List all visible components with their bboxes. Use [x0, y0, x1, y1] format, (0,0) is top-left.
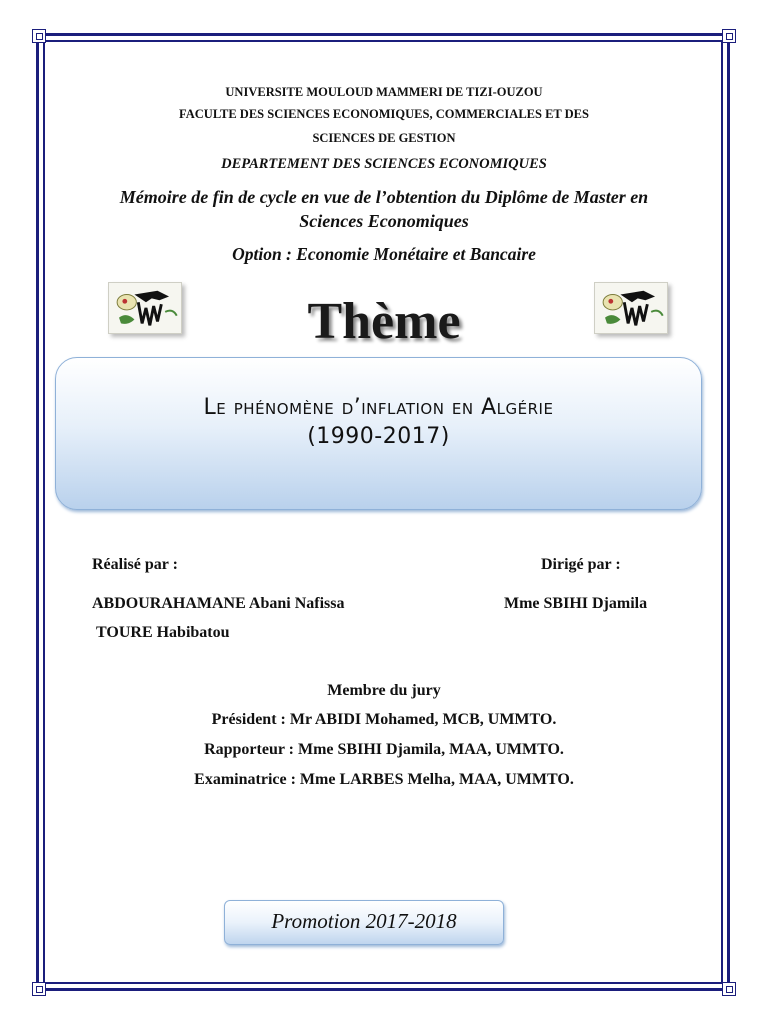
- author-name: TOURE Habibatou: [96, 624, 230, 641]
- memoire-line1: Mémoire de fin de cycle en vue de l’obtention du Diplôme de Master en: [119, 187, 649, 207]
- thesis-title-line1: Le phénomène d’inflation en Algérie: [203, 395, 554, 420]
- jury-member: Président : Mr ABIDI Mohamed, MCB, UMMTO.: [211, 711, 557, 728]
- jury-title: Membre du jury: [327, 682, 441, 699]
- promotion-box: [224, 900, 504, 945]
- faculty-name-line1: FACULTE DES SCIENCES ECONOMIQUES, COMMERCIALES ET DES: [179, 107, 589, 121]
- border-corner-ornament: [32, 29, 46, 43]
- thesis-title-line2: (1990-2017): [307, 424, 450, 449]
- supervisor-name: Mme SBIHI Djamila: [504, 595, 648, 612]
- border-corner-ornament: [722, 29, 736, 43]
- faculty-name-line2: SCIENCES DE GESTION: [312, 131, 456, 145]
- page-border-inner: [43, 40, 723, 984]
- jury-member: Examinatrice : Mme LARBES Melha, MAA, UMMTO.: [194, 771, 574, 788]
- author-name: ABDOURAHAMANE Abani Nafissa: [92, 595, 345, 612]
- border-corner-ornament: [32, 982, 46, 996]
- jury-member: Rapporteur : Mme SBIHI Djamila, MAA, UMMTO.: [204, 741, 564, 758]
- supervisor-label: Dirigé par :: [541, 556, 621, 573]
- memoire-statement: [0, 185, 768, 233]
- option-label: Option : Economie Monétaire et Bancaire: [232, 244, 536, 264]
- authors-label: Réalisé par :: [92, 556, 178, 573]
- memoire-line2: Sciences Economiques: [299, 211, 469, 231]
- theme-heading: Thème: [307, 293, 461, 350]
- border-corner-ornament: [722, 982, 736, 996]
- department-name: DEPARTEMENT DES SCIENCES ECONOMIQUES: [221, 156, 547, 172]
- university-name: UNIVERSITE MOULOUD MAMMERI DE TIZI-OUZOU: [225, 85, 543, 99]
- promotion-label: Promotion 2017-2018: [271, 909, 457, 933]
- thesis-title-box: [55, 357, 702, 510]
